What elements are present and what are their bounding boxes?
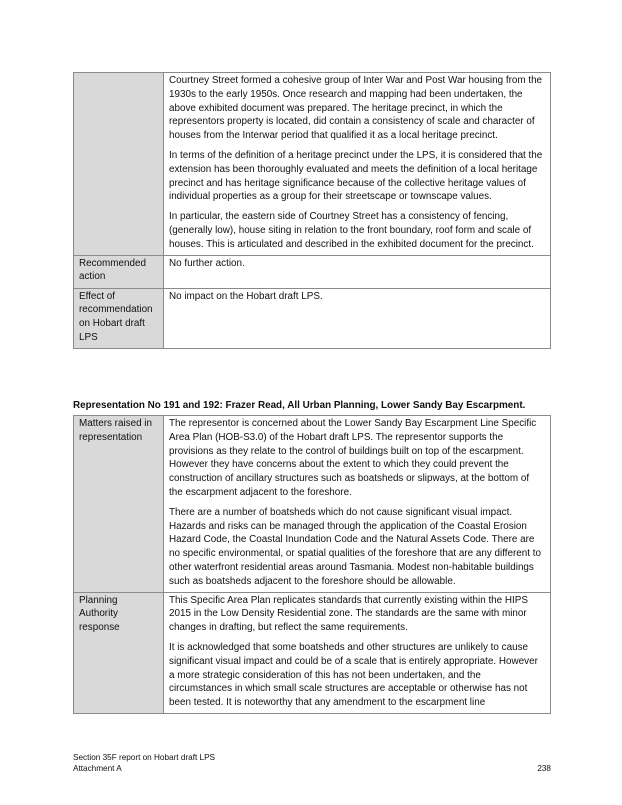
matters-raised-content [164, 416, 551, 593]
paragraph: In terms of the definition of a heritage precinct under the LPS, it is considered that the extension has been thoroughly evaluated and meets the definition of a local heritage precinct and has heritage significance because of the collective heritage values of individual properties as a group for their streetscape or townscape values. [169, 149, 543, 203]
heritage-response-table [73, 72, 551, 349]
table-row [74, 73, 551, 256]
effect-of-recommendation-value: No impact on the Hobart draft LPS. [164, 288, 551, 348]
page-footer [73, 752, 551, 774]
matters-raised-label: Matters raised in representation [74, 416, 164, 593]
paragraph: Courtney Street formed a cohesive group of Inter War and Post War housing from the 1930s to the early 1950s. Once research and mapping had been undertaken, the above exhibited document was prepared. The heritage precinct, in which the representors property is located, did contain a consistency of scale and character of houses from the Interwar period that qualified it as a local heritage precinct. [169, 75, 543, 142]
paragraph: There are a number of boatsheds which do not cause significant visual impact. Hazards and risks can be managed through the application of the Coastal Erosion Hazard Code, the Coastal Inundation Code and the Natural Assets Code. There are no specific environmental, or spatial qualities of the foreshore that are any different to other waterfront residential areas around Tasmania. Modest non-habitable buildings such as boatsheds adjacent to the foreshore should be allowable. [169, 506, 541, 587]
paragraph: This Specific Area Plan replicates standards that currently existing within the HIPS 2015 in the Low Density Residential zone. The standards are the same with minor changes in drafting, but reflect the same requirements. [169, 594, 528, 634]
recommended-action-value: No further action. [164, 255, 551, 288]
footer-attachment: Attachment A [73, 764, 122, 773]
page-number: 238 [537, 764, 551, 773]
paragraph: In particular, the eastern side of Courtney Street has a consistency of fencing, (generally low), house siting in relation to the front boundary, roof form and scale of houses. This is articulated and described in the exhibited document for the precinct. [169, 211, 534, 250]
table-row [74, 416, 551, 593]
representation-heading: Representation No 191 and 192: Frazer Read, All Urban Planning, Lower Sandy Bay Escarpment. [73, 400, 526, 411]
recommended-action-label: Recommended action [74, 255, 164, 288]
table-row [74, 255, 551, 288]
planning-authority-response-label: Planning Authority response [74, 592, 164, 713]
paragraph: The representor is concerned about the Lower Sandy Bay Escarpment Line Specific Area Plan (HOB-S3.0) of the Hobart draft LPS. The representor supports the provisions as they relate to the control of buildings built on top of the escarpment. However they have concerns about the extent to which they could prevent the construction of ancillary structures such as boatsheds or slipways, at the bottom of the escarpment adjacent to the foreshore. [169, 418, 537, 498]
effect-of-recommendation-label: Effect of recommendation on Hobart draft LPS [74, 288, 164, 348]
heritage-precinct-response [164, 73, 551, 256]
paragraph: It is acknowledged that some boatsheds and other structures are unlikely to cause significant visual impact and could be of a scale that is entirely appropriate. However a more strategic consideration of this has not been undertaken, and the circumstances in which small scale structures are acceptable or otherwise has not been tested. It is noteworthy that any amendment to the escarpment line [169, 641, 538, 709]
footer-report-title: Section 35F report on Hobart draft LPS [73, 753, 215, 762]
row-label-empty [74, 73, 164, 256]
planning-authority-response-content [164, 592, 551, 713]
table-row [74, 288, 551, 348]
representation-191-table [73, 415, 551, 714]
table-row [74, 592, 551, 713]
